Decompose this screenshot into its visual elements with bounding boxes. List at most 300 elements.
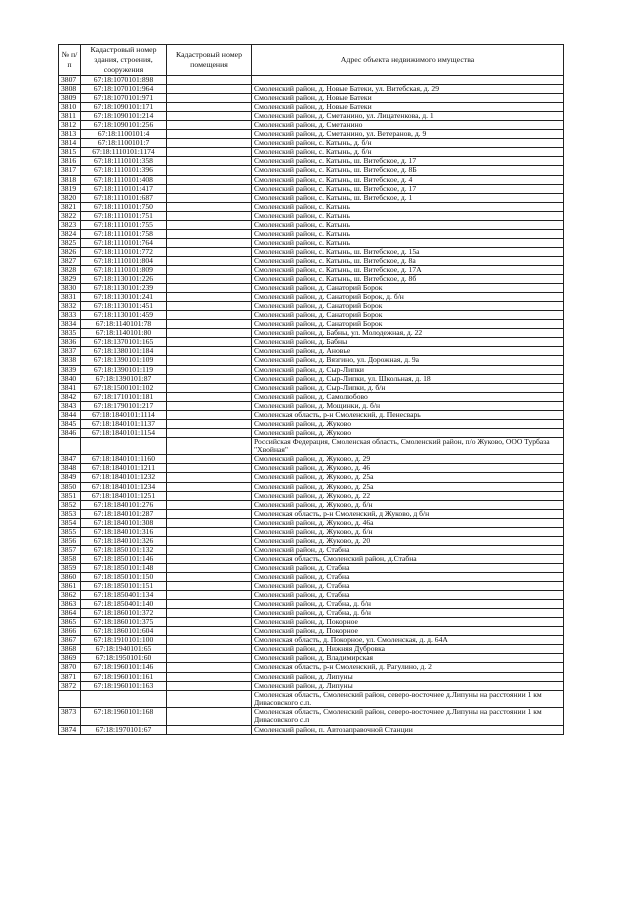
row-number: 3859 xyxy=(59,563,81,572)
table-row xyxy=(59,681,564,690)
building-cadastral-number: 67:18:1960101:146 xyxy=(81,663,167,672)
building-cadastral-number: 67:18:1840101:1234 xyxy=(81,482,167,491)
table-row xyxy=(59,220,564,229)
premise-cadastral-number xyxy=(167,383,252,392)
premise-cadastral-number xyxy=(167,473,252,482)
address-cell: Смоленская область, р-н Смоленский, д Жуково, д б/н xyxy=(252,509,564,518)
address-cell: Смоленская область, Смоленский район, д.Стабна xyxy=(252,554,564,563)
premise-cadastral-number xyxy=(167,663,252,672)
row-number: 3869 xyxy=(59,654,81,663)
premise-cadastral-number xyxy=(167,572,252,581)
building-cadastral-number: 67:18:1110101:809 xyxy=(81,265,167,274)
premise-cadastral-number xyxy=(167,76,252,85)
table-row xyxy=(59,437,564,455)
address-cell: Смоленский район, д. Жуково, д. б/н xyxy=(252,527,564,536)
premise-cadastral-number xyxy=(167,591,252,600)
premise-cadastral-number xyxy=(167,437,252,455)
table-row xyxy=(59,545,564,554)
table-row xyxy=(59,374,564,383)
building-cadastral-number: 67:18:1110101:687 xyxy=(81,193,167,202)
row-number: 3856 xyxy=(59,536,81,545)
premise-cadastral-number xyxy=(167,293,252,302)
address-cell: Смоленский район, д. Стабна xyxy=(252,591,564,600)
building-cadastral-number: 67:18:1110101:758 xyxy=(81,229,167,238)
row-number: 3853 xyxy=(59,509,81,518)
row-number: 3823 xyxy=(59,220,81,229)
table-row xyxy=(59,103,564,112)
row-number: 3842 xyxy=(59,392,81,401)
table-row xyxy=(59,184,564,193)
address-cell: Смоленский район, д. Жуково, д. 46а xyxy=(252,518,564,527)
table-row xyxy=(59,464,564,473)
table-row xyxy=(59,256,564,265)
row-number: 3839 xyxy=(59,365,81,374)
table-row xyxy=(59,293,564,302)
address-cell: Смоленский район, с. Катынь xyxy=(252,229,564,238)
address-cell: Смоленский район, д. Стабна xyxy=(252,545,564,554)
premise-cadastral-number xyxy=(167,220,252,229)
row-number: 3871 xyxy=(59,672,81,681)
building-cadastral-number: 67:18:1130101:451 xyxy=(81,302,167,311)
row-number: 3811 xyxy=(59,112,81,121)
row-number: 3847 xyxy=(59,455,81,464)
table-row xyxy=(59,76,564,85)
building-cadastral-number: 67:18:1130101:459 xyxy=(81,311,167,320)
address-cell: Смоленский район, п. Автозаправочной Станции xyxy=(252,725,564,734)
address-cell: Смоленский район, д. Жуково, д. 20 xyxy=(252,536,564,545)
address-cell: Смоленский район, д. Стабна, д. б/н xyxy=(252,600,564,609)
address-cell: Смоленский район, д. Жуково, д. 25а xyxy=(252,482,564,491)
row-number: 3832 xyxy=(59,302,81,311)
building-cadastral-number: 67:18:1090101:171 xyxy=(81,103,167,112)
table-row xyxy=(59,636,564,645)
row-number: 3833 xyxy=(59,311,81,320)
building-cadastral-number: 67:18:1390101:119 xyxy=(81,365,167,374)
premise-cadastral-number xyxy=(167,347,252,356)
premise-cadastral-number xyxy=(167,482,252,491)
premise-cadastral-number xyxy=(167,374,252,383)
row-number: 3858 xyxy=(59,554,81,563)
building-cadastral-number: 67:18:1110101:751 xyxy=(81,211,167,220)
building-cadastral-number: 67:18:1090101:214 xyxy=(81,112,167,121)
table-row xyxy=(59,672,564,681)
row-number: 3849 xyxy=(59,473,81,482)
address-cell: Смоленский район, д. Сыр-Липки, д. б/н xyxy=(252,383,564,392)
premise-cadastral-number xyxy=(167,419,252,428)
table-row xyxy=(59,600,564,609)
row-number: 3812 xyxy=(59,121,81,130)
row-number: 3819 xyxy=(59,184,81,193)
premise-cadastral-number xyxy=(167,256,252,265)
premise-cadastral-number xyxy=(167,193,252,202)
address-cell: Смоленский район, д. Стабна xyxy=(252,582,564,591)
premise-cadastral-number xyxy=(167,184,252,193)
row-number: 3855 xyxy=(59,527,81,536)
address-cell: Смоленский район, д. Жуково, д. 25а xyxy=(252,473,564,482)
row-number: 3817 xyxy=(59,166,81,175)
table-row xyxy=(59,383,564,392)
table-row xyxy=(59,148,564,157)
address-cell: Смоленский район, с. Катынь, ш. Витебское, д. 8б xyxy=(252,275,564,284)
premise-cadastral-number xyxy=(167,455,252,464)
address-cell: Смоленский район, с. Катынь, ш. Витебское, д. 1 xyxy=(252,193,564,202)
building-cadastral-number: 67:18:1500101:102 xyxy=(81,383,167,392)
building-cadastral-number: 67:18:1840101:308 xyxy=(81,518,167,527)
address-cell: Смоленский район, д. Жуково, д. 22 xyxy=(252,491,564,500)
address-cell: Смоленский район, с. Катынь, ш. Витебское, д. 4 xyxy=(252,175,564,184)
building-cadastral-number: 67:18:1960101:161 xyxy=(81,672,167,681)
building-cadastral-number: 67:18:1840101:1160 xyxy=(81,455,167,464)
address-cell: Смоленский район, д. Новые Батеки, ул. Витебская, д. 29 xyxy=(252,85,564,94)
building-cadastral-number: 67:18:1910101:100 xyxy=(81,636,167,645)
row-number: 3822 xyxy=(59,211,81,220)
table-row xyxy=(59,536,564,545)
row-number: 3874 xyxy=(59,725,81,734)
table-row xyxy=(59,85,564,94)
building-cadastral-number: 67:18:1840101:276 xyxy=(81,500,167,509)
premise-cadastral-number xyxy=(167,121,252,130)
table-row xyxy=(59,311,564,320)
row-number: 3841 xyxy=(59,383,81,392)
premise-cadastral-number xyxy=(167,527,252,536)
building-cadastral-number: 67:18:1390101:87 xyxy=(81,374,167,383)
row-number: 3813 xyxy=(59,130,81,139)
row-number: 3834 xyxy=(59,320,81,329)
address-cell: Смоленский район, с. Катынь, ш. Витебское, д. 15а xyxy=(252,247,564,256)
building-cadastral-number: 67:18:1100101:4 xyxy=(81,130,167,139)
table-row xyxy=(59,509,564,518)
table-row xyxy=(59,157,564,166)
table-row xyxy=(59,663,564,672)
premise-cadastral-number xyxy=(167,392,252,401)
building-cadastral-number: 67:18:1960101:163 xyxy=(81,681,167,690)
row-number: 3838 xyxy=(59,356,81,365)
table-row xyxy=(59,284,564,293)
row-number: 3862 xyxy=(59,591,81,600)
premise-cadastral-number xyxy=(167,410,252,419)
building-cadastral-number: 67:18:1850401:140 xyxy=(81,600,167,609)
row-number: 3810 xyxy=(59,103,81,112)
row-number xyxy=(59,437,81,455)
premise-cadastral-number xyxy=(167,636,252,645)
address-cell: Смоленский район, д. Сметанино, ул. Лицатенкова, д. 1 xyxy=(252,112,564,121)
row-number xyxy=(59,690,81,708)
table-row xyxy=(59,690,564,708)
table-row xyxy=(59,166,564,175)
table-row xyxy=(59,518,564,527)
table-row xyxy=(59,121,564,130)
row-number: 3807 xyxy=(59,76,81,85)
row-number: 3854 xyxy=(59,518,81,527)
address-cell: Смоленский район, д. Санаторий Борок xyxy=(252,311,564,320)
premise-cadastral-number xyxy=(167,518,252,527)
table-row xyxy=(59,527,564,536)
row-number: 3870 xyxy=(59,663,81,672)
table-row xyxy=(59,365,564,374)
premise-cadastral-number xyxy=(167,500,252,509)
row-number: 3848 xyxy=(59,464,81,473)
address-cell: Смоленская область, д. Покорное, ул. Смоленская, д. д. 64А xyxy=(252,636,564,645)
row-number: 3831 xyxy=(59,293,81,302)
premise-cadastral-number xyxy=(167,275,252,284)
building-cadastral-number: 67:18:1970101:67 xyxy=(81,725,167,734)
table-row xyxy=(59,347,564,356)
premise-cadastral-number xyxy=(167,536,252,545)
table-row xyxy=(59,410,564,419)
building-cadastral-number: 67:18:1860101:372 xyxy=(81,609,167,618)
table-row xyxy=(59,491,564,500)
address-cell: Смоленский район, д. Ановье xyxy=(252,347,564,356)
row-number: 3830 xyxy=(59,284,81,293)
building-cadastral-number: 67:18:1850401:134 xyxy=(81,591,167,600)
premise-cadastral-number xyxy=(167,645,252,654)
address-cell: Смоленский район, д. Липуны xyxy=(252,672,564,681)
premise-cadastral-number xyxy=(167,175,252,184)
premise-cadastral-number xyxy=(167,600,252,609)
row-number: 3852 xyxy=(59,500,81,509)
table-row xyxy=(59,627,564,636)
address-cell: Смоленский район, с. Катынь, ш. Витебское, д. 17 xyxy=(252,184,564,193)
table-row xyxy=(59,654,564,663)
table-header-row xyxy=(59,45,564,76)
building-cadastral-number: 67:18:1850101:150 xyxy=(81,572,167,581)
row-number: 3829 xyxy=(59,275,81,284)
table-row xyxy=(59,392,564,401)
address-cell: Смоленский район, с. Катынь xyxy=(252,238,564,247)
premise-cadastral-number xyxy=(167,582,252,591)
table-row xyxy=(59,356,564,365)
row-number: 3868 xyxy=(59,645,81,654)
premise-cadastral-number xyxy=(167,94,252,103)
building-cadastral-number: 67:18:1850101:146 xyxy=(81,554,167,563)
table-row xyxy=(59,247,564,256)
address-cell: Смоленский район, д. Санаторий Борок xyxy=(252,284,564,293)
premise-cadastral-number xyxy=(167,609,252,618)
address-cell: Смоленский район, д. Жуково xyxy=(252,419,564,428)
address-cell: Смоленский район, д. Бабны, ул. Молодежная, д. 22 xyxy=(252,329,564,338)
premise-cadastral-number xyxy=(167,139,252,148)
table-row xyxy=(59,130,564,139)
building-cadastral-number: 67:18:1110101:804 xyxy=(81,256,167,265)
table-row xyxy=(59,238,564,247)
building-cadastral-number: 67:18:1110101:417 xyxy=(81,184,167,193)
address-cell: Смоленский район, д. Санаторий Борок xyxy=(252,302,564,311)
row-number: 3846 xyxy=(59,428,81,437)
table-row xyxy=(59,211,564,220)
row-number: 3867 xyxy=(59,636,81,645)
premise-cadastral-number xyxy=(167,464,252,473)
building-cadastral-number: 67:18:1940101:65 xyxy=(81,645,167,654)
row-number: 3821 xyxy=(59,202,81,211)
building-cadastral-number: 67:18:1790101:217 xyxy=(81,401,167,410)
table-row xyxy=(59,482,564,491)
premise-cadastral-number xyxy=(167,229,252,238)
row-number: 3816 xyxy=(59,157,81,166)
table-row xyxy=(59,265,564,274)
table-row xyxy=(59,193,564,202)
building-cadastral-number: 67:18:1110101:358 xyxy=(81,157,167,166)
address-cell: Смоленский район, д. Вязгино, ул. Дорожная, д. 9а xyxy=(252,356,564,365)
table-body xyxy=(59,76,564,735)
premise-cadastral-number xyxy=(167,320,252,329)
premise-cadastral-number xyxy=(167,311,252,320)
building-cadastral-number: 67:18:1130101:241 xyxy=(81,293,167,302)
premise-cadastral-number xyxy=(167,284,252,293)
header-premise-cadastral: Кадастровый номер помещения xyxy=(167,45,252,76)
address-cell: Российская Федерация, Смоленская область, Смоленский район, п/о Жуково, ООО Турбаза "Хвойная" xyxy=(252,437,564,455)
building-cadastral-number: 67:18:1840101:1137 xyxy=(81,419,167,428)
premise-cadastral-number xyxy=(167,627,252,636)
address-cell: Смоленский район, д. Новые Батеки xyxy=(252,103,564,112)
building-cadastral-number: 67:18:1850101:151 xyxy=(81,582,167,591)
building-cadastral-number xyxy=(81,690,167,708)
premise-cadastral-number xyxy=(167,554,252,563)
premise-cadastral-number xyxy=(167,103,252,112)
premise-cadastral-number xyxy=(167,148,252,157)
address-cell: Смоленская область, р-н Смоленский, д. Рагулино, д. 2 xyxy=(252,663,564,672)
building-cadastral-number: 67:18:1110101:1174 xyxy=(81,148,167,157)
table-row xyxy=(59,275,564,284)
premise-cadastral-number xyxy=(167,681,252,690)
building-cadastral-number: 67:18:1840101:1211 xyxy=(81,464,167,473)
building-cadastral-number: 67:18:1850101:148 xyxy=(81,563,167,572)
table-row xyxy=(59,320,564,329)
address-cell: Смоленский район, д. Покорное xyxy=(252,627,564,636)
table-row xyxy=(59,618,564,627)
address-cell: Смоленский район, д. Жуково, д. б/н xyxy=(252,500,564,509)
table-row xyxy=(59,591,564,600)
address-cell: Смоленский район, д. Санаторий Борок, д. б/н xyxy=(252,293,564,302)
building-cadastral-number: 67:18:1110101:772 xyxy=(81,247,167,256)
table-row xyxy=(59,112,564,121)
table-row xyxy=(59,500,564,509)
building-cadastral-number: 67:18:1850101:132 xyxy=(81,545,167,554)
building-cadastral-number: 67:18:1380101:184 xyxy=(81,347,167,356)
table-row xyxy=(59,419,564,428)
address-cell: Смоленская область, Смоленский район, северо-восточнее д.Липуны на расстоянии 1 км Дивасовского с.п. xyxy=(252,690,564,708)
premise-cadastral-number xyxy=(167,365,252,374)
row-number: 3826 xyxy=(59,247,81,256)
table-row xyxy=(59,302,564,311)
building-cadastral-number: 67:18:1140101:80 xyxy=(81,329,167,338)
address-cell: Смоленский район, с. Катынь xyxy=(252,220,564,229)
row-number: 3864 xyxy=(59,609,81,618)
building-cadastral-number: 67:18:1090101:256 xyxy=(81,121,167,130)
table-row xyxy=(59,455,564,464)
row-number: 3857 xyxy=(59,545,81,554)
row-number: 3808 xyxy=(59,85,81,94)
premise-cadastral-number xyxy=(167,401,252,410)
row-number: 3815 xyxy=(59,148,81,157)
address-cell: Смоленский район, д. Стабна xyxy=(252,563,564,572)
address-cell: Смоленский район, с. Катынь, д. б/н xyxy=(252,139,564,148)
building-cadastral-number: 67:18:1110101:750 xyxy=(81,202,167,211)
row-number: 3827 xyxy=(59,256,81,265)
building-cadastral-number: 67:18:1130101:239 xyxy=(81,284,167,293)
address-cell xyxy=(252,76,564,85)
address-cell: Смоленский район, д. Сыр-Липки, ул. Школьная, д. 18 xyxy=(252,374,564,383)
building-cadastral-number: 67:18:1110101:755 xyxy=(81,220,167,229)
address-cell: Смоленский район, д. Нижняя Дубровка xyxy=(252,645,564,654)
table-row xyxy=(59,329,564,338)
row-number: 3851 xyxy=(59,491,81,500)
table-row xyxy=(59,582,564,591)
row-number: 3835 xyxy=(59,329,81,338)
table-row xyxy=(59,401,564,410)
table-row xyxy=(59,473,564,482)
table-row xyxy=(59,175,564,184)
address-cell: Смоленский район, д. Покорное xyxy=(252,618,564,627)
address-cell: Смоленская область, Смоленский район, северо-восточнее д.Липуны на расстоянии 1 км Дивасовского с.п xyxy=(252,708,564,726)
table-row xyxy=(59,229,564,238)
row-number: 3873 xyxy=(59,708,81,726)
address-cell: Смоленский район, с. Катынь xyxy=(252,202,564,211)
row-number: 3865 xyxy=(59,618,81,627)
premise-cadastral-number xyxy=(167,112,252,121)
building-cadastral-number: 67:18:1840101:1114 xyxy=(81,410,167,419)
building-cadastral-number: 67:18:1070101:971 xyxy=(81,94,167,103)
building-cadastral-number: 67:18:1070101:964 xyxy=(81,85,167,94)
row-number: 3863 xyxy=(59,600,81,609)
premise-cadastral-number xyxy=(167,238,252,247)
building-cadastral-number: 67:18:1370101:165 xyxy=(81,338,167,347)
address-cell: Смоленский район, д. Самолюбово xyxy=(252,392,564,401)
address-cell: Смоленский район, д. Стабна, д. б/н xyxy=(252,609,564,618)
premise-cadastral-number xyxy=(167,85,252,94)
header-num: № п/п xyxy=(59,45,81,76)
address-cell: Смоленский район, д. Новые Батеки xyxy=(252,94,564,103)
table-row xyxy=(59,338,564,347)
premise-cadastral-number xyxy=(167,302,252,311)
table-row xyxy=(59,202,564,211)
building-cadastral-number: 67:18:1950101:60 xyxy=(81,654,167,663)
premise-cadastral-number xyxy=(167,211,252,220)
row-number: 3824 xyxy=(59,229,81,238)
address-cell: Смоленский район, с. Катынь, ш. Витебское, д. 8Б xyxy=(252,166,564,175)
building-cadastral-number: 67:18:1110101:408 xyxy=(81,175,167,184)
premise-cadastral-number xyxy=(167,509,252,518)
table-row xyxy=(59,725,564,734)
table-row xyxy=(59,609,564,618)
address-cell: Смоленский район, д. Санаторий Борок xyxy=(252,320,564,329)
row-number: 3845 xyxy=(59,419,81,428)
premise-cadastral-number xyxy=(167,356,252,365)
premise-cadastral-number xyxy=(167,338,252,347)
building-cadastral-number: 67:18:1860101:604 xyxy=(81,627,167,636)
row-number: 3840 xyxy=(59,374,81,383)
premise-cadastral-number xyxy=(167,157,252,166)
table-row xyxy=(59,708,564,726)
row-number: 3809 xyxy=(59,94,81,103)
building-cadastral-number: 67:18:1710101:181 xyxy=(81,392,167,401)
premise-cadastral-number xyxy=(167,618,252,627)
premise-cadastral-number xyxy=(167,725,252,734)
address-cell: Смоленский район, д. Сметанино xyxy=(252,121,564,130)
property-table xyxy=(58,44,564,735)
address-cell: Смоленский район, д. Жуково, д. 29 xyxy=(252,455,564,464)
row-number: 3860 xyxy=(59,572,81,581)
address-cell: Смоленский район, д. Сметанино, ул. Ветеранов, д. 9 xyxy=(252,130,564,139)
premise-cadastral-number xyxy=(167,690,252,708)
building-cadastral-number xyxy=(81,437,167,455)
building-cadastral-number: 67:18:1130101:226 xyxy=(81,275,167,284)
building-cadastral-number: 67:18:1840101:316 xyxy=(81,527,167,536)
building-cadastral-number: 67:18:1840101:326 xyxy=(81,536,167,545)
premise-cadastral-number xyxy=(167,708,252,726)
row-number: 3861 xyxy=(59,582,81,591)
row-number: 3818 xyxy=(59,175,81,184)
premise-cadastral-number xyxy=(167,654,252,663)
